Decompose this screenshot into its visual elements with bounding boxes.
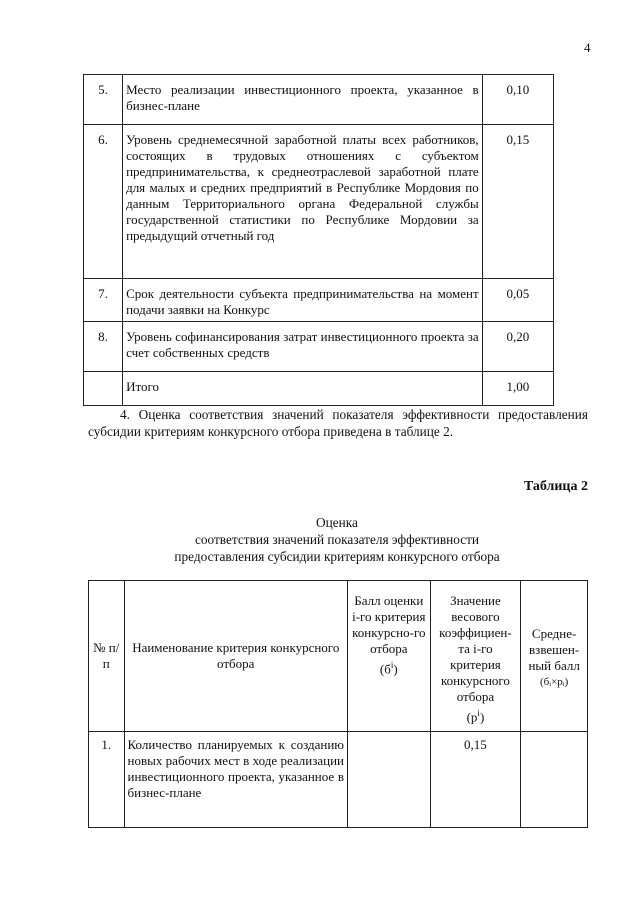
row-number: 8. [84,322,123,372]
criterion-text: Срок деятельности субъекта предпринимательства на момент подачи заявки на Конкурс [123,279,483,322]
header-weight-symbol: $(p^i)$ [466,708,485,725]
criterion-text: Количество планируемых к созданию новых рабочих мест в ходе реализации инвестиционного проекта, указанное в бизнес-плане [124,732,347,828]
paragraph-4: 4. Оценка соответствия значений показателя эффективности предоставления субсидии критериям конкурсного отбора приведена в таблице 2. [88,407,588,439]
table-row [84,75,554,125]
row-number: 6. [84,125,123,279]
criteria-weights-table [83,74,554,406]
header-criterion-name: Наименование критерия конкурсного отбора [124,581,347,732]
weight-value: 0,10 [482,75,553,125]
header-weighted-score [521,581,588,732]
header-row [89,581,588,732]
title-line-3: предоставления субсидии критериям конкурсного отбора [174,549,500,564]
table-row [89,732,588,828]
title-line-2: соответствия значений показателя эффективности [194,532,480,547]
weight-value: 0,15 [482,125,553,279]
row-number: 5. [84,75,123,125]
header-number: № п/п [89,581,125,732]
criterion-text: Уровень софинансирования затрат инвестиционного проекта за счет собственных средств [123,322,483,372]
total-value: 1,00 [482,372,553,406]
row-number: 1. [89,732,125,828]
table-row [84,279,554,322]
header-weight [430,581,521,732]
header-score [348,581,431,732]
header-score-text: Балл оценки i-го критерия конкурсно-го отбора [352,593,426,656]
criterion-text: Уровень среднемесячной заработной платы всех работников, состоящих в трудовых отношениях с субъектом предпринимательства, к среднеотраслевой заработной плате для малых и средних предприятий в Республике Мордовия по данным Территориального органа Федеральной службы государственной статистики по Республике Мордовии за предыдущий отчетный год [123,125,483,279]
table-2-label: Таблица 2 [523,479,588,494]
header-weight-text: Значение весового коэффициен-та i-го критерия конкурсного отбора [439,593,512,704]
page-number: 4 [584,40,591,55]
weight-value: 0,20 [482,322,553,372]
header-weighted-text: Средне-взвешен-ный балл [528,626,580,673]
row-number [84,372,123,406]
score-cell [348,732,431,828]
criterion-text: Место реализации инвестиционного проекта, указанное в бизнес-плане [123,75,483,125]
table-row [84,322,554,372]
header-weighted-formula: (бᵢ×pᵢ) [540,676,569,688]
header-score-symbol: $(б^i)$ [379,660,398,677]
row-number: 7. [84,279,123,322]
table-2-title [88,514,586,565]
total-label: Итого [123,372,483,406]
evaluation-table [88,580,588,828]
total-row [84,372,554,406]
title-line-1: Оценка [316,515,358,530]
weighted-cell [521,732,588,828]
table-row [84,125,554,279]
weight-value: 0,05 [482,279,553,322]
weight-cell: 0,15 [430,732,521,828]
